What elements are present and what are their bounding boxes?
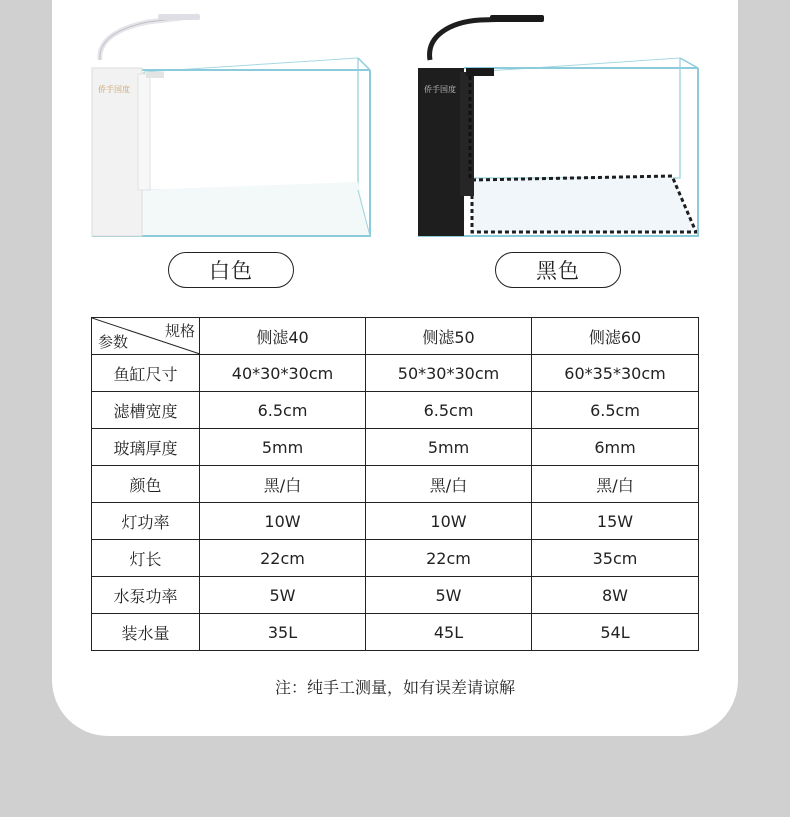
table-cell: 5W	[200, 577, 366, 614]
table-cell: 35L	[200, 614, 366, 651]
brand-logo-black: 侨手国度	[424, 85, 456, 94]
table-cell: 60*35*30cm	[532, 355, 699, 392]
spec-table	[91, 317, 699, 651]
table-row	[92, 614, 699, 651]
table-cell: 45L	[366, 614, 532, 651]
row-label: 灯功率	[92, 503, 200, 540]
table-cell: 6.5cm	[532, 392, 699, 429]
table-cell: 50*30*30cm	[366, 355, 532, 392]
table-cell: 8W	[532, 577, 699, 614]
table-cell: 黑/白	[532, 466, 699, 503]
row-label: 水泵功率	[92, 577, 200, 614]
table-cell: 5mm	[200, 429, 366, 466]
table-row	[92, 503, 699, 540]
column-header: 侧滤60	[532, 318, 699, 355]
table-cell: 15W	[532, 503, 699, 540]
brand-logo-white: 侨手国度	[98, 85, 130, 94]
table-row	[92, 355, 699, 392]
table-cell: 6.5cm	[200, 392, 366, 429]
product-image-black	[414, 12, 704, 240]
table-cell: 22cm	[366, 540, 532, 577]
color-option-white-label: 白色	[209, 259, 253, 283]
color-option-white[interactable]	[168, 252, 294, 288]
table-cell: 6mm	[532, 429, 699, 466]
column-header: 侧滤50	[366, 318, 532, 355]
color-option-black-label: 黑色	[536, 259, 580, 283]
row-label: 灯长	[92, 540, 200, 577]
table-cell: 54L	[532, 614, 699, 651]
table-cell: 5W	[366, 577, 532, 614]
row-label: 颜色	[92, 466, 200, 503]
row-label: 鱼缸尺寸	[92, 355, 200, 392]
corner-label-spec: 规格	[164, 322, 195, 340]
footnote: 注：纯手工测量，如有误差请谅解	[274, 678, 515, 697]
row-label: 装水量	[92, 614, 200, 651]
corner-label-param: 参数	[98, 333, 129, 351]
table-row	[92, 577, 699, 614]
table-row	[92, 429, 699, 466]
table-row	[92, 392, 699, 429]
table-cell: 10W	[366, 503, 532, 540]
table-cell: 6.5cm	[366, 392, 532, 429]
table-cell: 黑/白	[366, 466, 532, 503]
color-option-black[interactable]	[495, 252, 621, 288]
table-cell: 40*30*30cm	[200, 355, 366, 392]
table-header-row	[92, 318, 699, 355]
table-cell: 黑/白	[200, 466, 366, 503]
table-cell: 22cm	[200, 540, 366, 577]
column-header: 侧滤40	[200, 318, 366, 355]
table-cell: 35cm	[532, 540, 699, 577]
table-corner-cell	[92, 318, 200, 355]
product-image-white	[88, 12, 374, 240]
table-row	[92, 466, 699, 503]
row-label: 滤槽宽度	[92, 392, 200, 429]
row-label: 玻璃厚度	[92, 429, 200, 466]
table-row	[92, 540, 699, 577]
table-cell: 10W	[200, 503, 366, 540]
table-cell: 5mm	[366, 429, 532, 466]
